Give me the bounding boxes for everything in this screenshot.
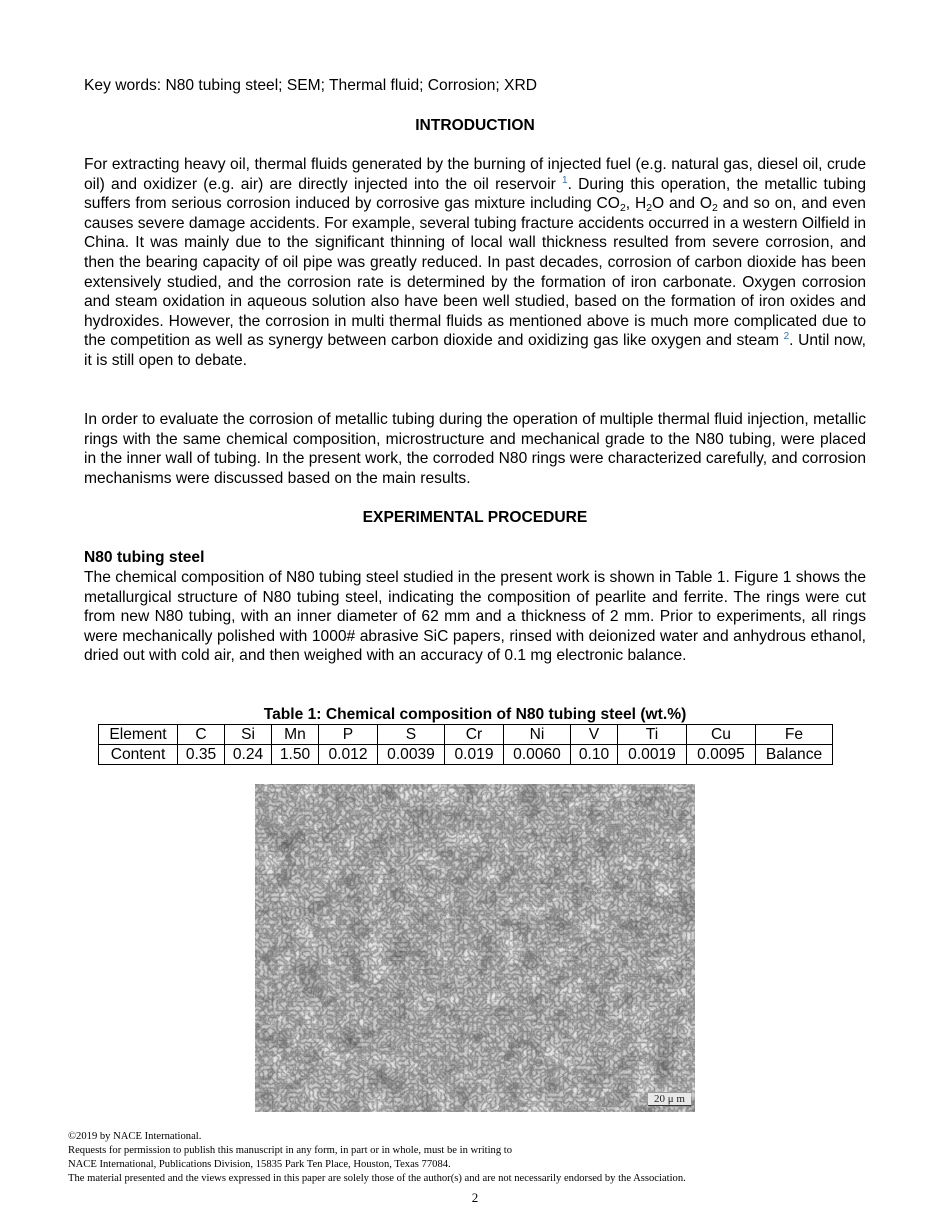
table-cell: Element (99, 725, 178, 745)
table-cell: C (178, 725, 225, 745)
table-cell: 0.0019 (618, 745, 687, 765)
table-cell: 0.10 (571, 745, 618, 765)
introduction-paragraph-2: In order to evaluate the corrosion of metallic tubing during the operation of multiple thermal fluid injection, metallic rings with the same chemical composition, microstructure and mechanical grade to the N80 tubing, were placed in the inner wall of tubing. In the present work, the corroded N80 rings were characterized carefully, and corrosion mechanisms were discussed based on the main results. (84, 411, 866, 487)
address-line: NACE International, Publications Division, 15835 Park Ten Place, Houston, Texas 77084. (68, 1159, 451, 1170)
table-cell: Cu (687, 725, 756, 745)
reference-link-1[interactable]: 1 (562, 174, 568, 186)
page-number: 2 (471, 1190, 479, 1205)
table-cell: Content (99, 745, 178, 765)
table-cell: 0.0060 (504, 745, 571, 765)
table-cell: V (571, 725, 618, 745)
n80-subheading: N80 tubing steel (84, 549, 205, 566)
microstructure-image (255, 784, 695, 1112)
introduction-paragraph-1: For extracting heavy oil, thermal fluids generated by the burning of injected fuel (e.g. natural gas, diesel oil, crude oil) and oxidizer (e.g. air) are directly injected into the oil reservoir $^1$. During this operation, the metallic tubing suffers from serious corrosion induced by corrosive gas mixture including $CO_2$, $H_2O$ and $O_2$ and so on, and even causes severe damage accidents. For example, several tubing fracture accidents occurred in a western Oilfield in China. It was mainly due to the significant thinning of local wall thickness resulted from severe corrosion, and then the bearing capacity of oil pipe was greatly reduced. In past decades, corrosion of carbon dioxide has been extensively studied, and the corrosion rate is determined by the formation of iron carbonate. Oxygen corrosion and steam oxidation in aqueous solution also have been well studied, based on the formation of iron oxides and hydroxides. However, the corrosion in multi thermal fluids as mentioned above is much more complicated due to the competition as well as synergy between carbon dioxide and oxidizing gas like oxygen and steam $^2$. Until now, it is still open to debate. (84, 156, 866, 369)
table-cell: 0.0039 (378, 745, 445, 765)
table-cell: 0.24 (225, 745, 272, 765)
table-cell: 0.012 (319, 745, 378, 765)
table-cell: 0.35 (178, 745, 225, 765)
table-cell: S (378, 725, 445, 745)
microstructure-figure (255, 784, 695, 1112)
scale-bar-label: 20 μ m (648, 1092, 691, 1106)
table-cell: Cr (445, 725, 504, 745)
table-cell: 0.0095 (687, 745, 756, 765)
introduction-heading: INTRODUCTION (415, 117, 535, 134)
experimental-paragraph-1: The chemical composition of N80 tubing steel studied in the present work is shown in Table 1. Figure 1 shows the metallurgical structure of N80 tubing steel, indicating the composition of pearlite and ferrite. The rings were cut from new N80 tubing, with an inner diameter of 62 mm and a thickness of 2 mm. Prior to experiments, all rings were mechanically polished with 1000# abrasive SiC papers, rinsed with deionized water and anhydrous ethanol, dried out with cold air, and then weighed with an accuracy of 0.1 mg electronic balance. (84, 569, 866, 665)
table-row (99, 745, 833, 765)
composition-table (98, 724, 833, 765)
table-cell: Ni (504, 725, 571, 745)
disclaimer-line: The material presented and the views expressed in this paper are solely those of the author(s) and are not necessarily endorsed by the Association. (68, 1173, 686, 1184)
copyright-line: ©2019 by NACE International. (68, 1131, 202, 1142)
table-cell: Fe (756, 725, 833, 745)
table-cell: Si (225, 725, 272, 745)
reference-link-2[interactable]: 2 (783, 331, 790, 343)
table-cell: 0.019 (445, 745, 504, 765)
table-cell: Ti (618, 725, 687, 745)
experimental-procedure-heading: EXPERIMENTAL PROCEDURE (362, 509, 588, 526)
table-cell: 1.50 (272, 745, 319, 765)
table-cell: Mn (272, 725, 319, 745)
keywords-line: Key words: N80 tubing steel; SEM; Thermal fluid; Corrosion; XRD (84, 77, 537, 94)
table-cell: Balance (756, 745, 833, 765)
table-cell: P (319, 725, 378, 745)
table-header-row (99, 725, 833, 745)
permission-line: Requests for permission to publish this manuscript in any form, in part or in whole, must be in writing to (68, 1145, 513, 1156)
table-1-caption: Table 1: Chemical composition of N80 tubing steel (wt.%) (263, 706, 687, 723)
